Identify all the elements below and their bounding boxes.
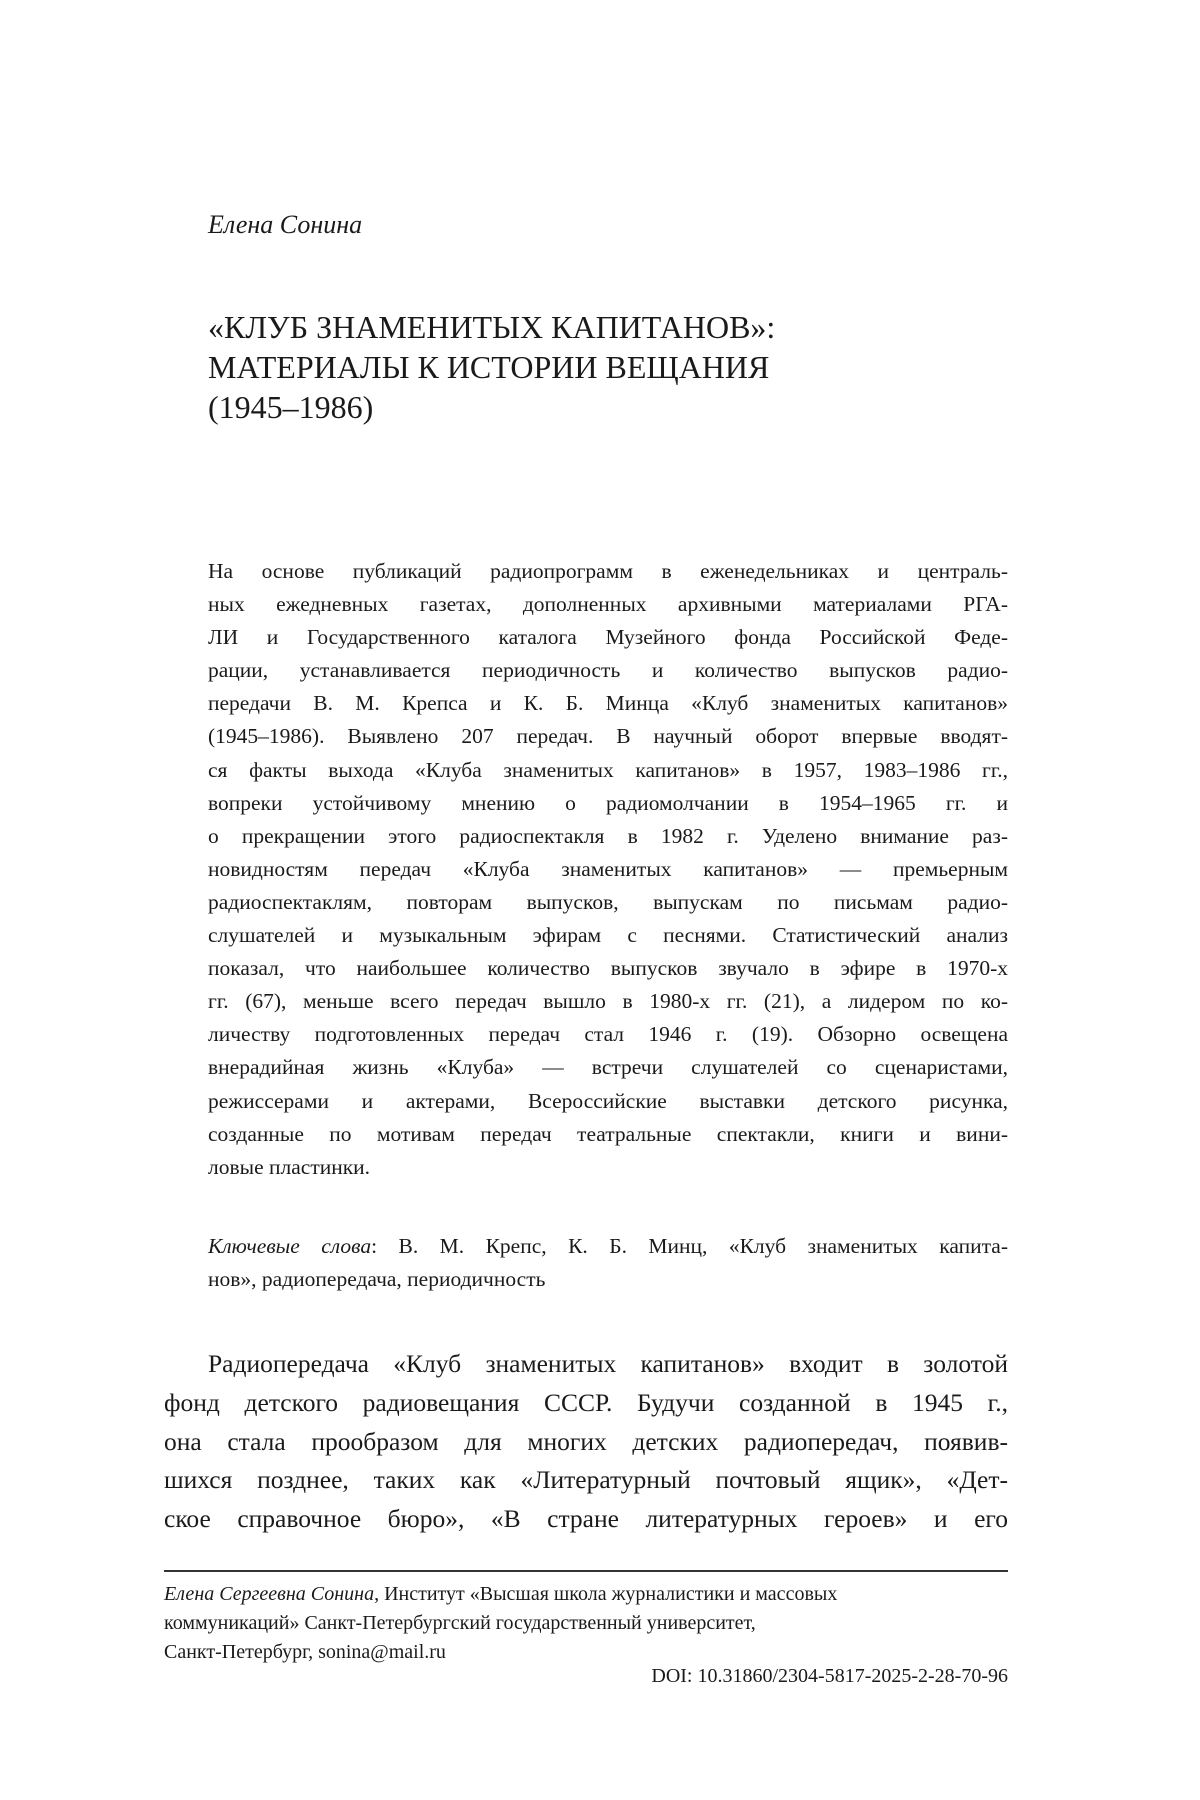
title-line: «КЛУБ ЗНАМЕНИТЫХ КАПИТАНОВ»: <box>208 309 776 345</box>
keywords-line <box>208 1230 1008 1263</box>
abstract-line: показал, что наибольшее количество выпусков звучало в эфире в 1970-х <box>208 956 1008 981</box>
abstract-line: ных ежедневных газетах, дополненных архивными материалами РГА- <box>208 592 1008 617</box>
keywords-line: нов», радиопередача, периодичность <box>208 1267 546 1291</box>
author-name: Елена Сонина <box>208 210 363 239</box>
abstract-line: о прекращении этого радиоспектакля в 1982 г. Уделено внимание раз- <box>208 823 1008 848</box>
abstract-line: передачи В. М. Крепса и К. Б. Минца «Клуб знаменитых капитанов» <box>208 691 1008 716</box>
body-line: шихся позднее, таких как «Литературный почтовый ящик», «Дет- <box>164 1465 1008 1495</box>
abstract-line: режиссерами и актерами, Всероссийские выставки детского рисунка, <box>208 1088 1008 1113</box>
abstract-line: На основе публикаций радиопрограмм в еженедельниках и централь- <box>208 559 1008 583</box>
footnote-line <box>164 1580 1008 1609</box>
abstract-line: созданные по мотивам передач театральные спектакли, книги и вини- <box>208 1121 1008 1146</box>
footnote-line: Санкт-Петербург, sonina@mail.ru <box>164 1641 446 1663</box>
abstract-line: внерадийная жизнь «Клуба» — встречи слушателей со сценаристами, <box>208 1055 1008 1080</box>
keywords-label: Ключевые слова <box>208 1234 372 1258</box>
keywords <box>208 1230 1008 1296</box>
author-footnote <box>164 1580 1008 1667</box>
body-line: Радиопередача «Клуб знаменитых капитанов» входит в золотой <box>208 1349 1008 1378</box>
title-line: (1945–1986) <box>208 389 374 425</box>
doi: DOI: 10.31860/2304-5817-2025-2-28-70-96 <box>651 1665 1008 1687</box>
abstract-line: ловые пластинки. <box>208 1154 371 1179</box>
abstract-line: слушателей и музыкальным эфирам с песнями. Статистический анализ <box>208 923 1008 948</box>
abstract <box>208 555 1008 1184</box>
body-line: ское справочное бюро», «В стране литературных героев» и его <box>164 1504 1008 1534</box>
abstract-line: (1945–1986). Выявлено 207 передач. В научный оборот впервые вводят- <box>208 724 1008 749</box>
body-line: она стала прообразом для многих детских радиопередач, появив- <box>164 1426 1008 1456</box>
abstract-line: личеству подготовленных передач стал 1946 г. (19). Обзорно освещена <box>208 1022 1008 1047</box>
footnote-author-name: Елена Сергеевна Сонина <box>164 1583 375 1605</box>
keywords-text: : В. М. Крепс, К. Б. Минц, «Клуб знаменитых капита- <box>371 1234 1008 1258</box>
body-paragraph <box>164 1345 1008 1539</box>
abstract-line: ЛИ и Государственного каталога Музейного фонда Российской Феде- <box>208 625 1008 650</box>
article-title <box>208 307 1028 427</box>
title-line: МАТЕРИАЛЫ К ИСТОРИИ ВЕЩАНИЯ <box>208 349 770 385</box>
abstract-line: радиоспектаклям, повторам выпусков, выпускам по письмам радио- <box>208 889 1008 914</box>
footnote-line: коммуникаций» Санкт-Петербургский государственный университет, <box>164 1612 756 1634</box>
body-line: фонд детского радиовещания СССР. Будучи созданной в 1945 г., <box>164 1387 1008 1417</box>
footnote-divider <box>164 1570 1008 1572</box>
abstract-line: новидностям передач «Клуба знаменитых капитанов» — премьерным <box>208 856 1008 881</box>
abstract-line: ся факты выхода «Клуба знаменитых капитанов» в 1957, 1983–1986 гг., <box>208 757 1008 782</box>
abstract-line: рации, устанавливается периодичность и количество выпусков радио- <box>208 658 1008 683</box>
footnote-affiliation: , Институт «Высшая школа журналистики и массовых <box>374 1583 838 1605</box>
abstract-line: гг. (67), меньше всего передач вышло в 1980-х гг. (21), а лидером по ко- <box>208 989 1008 1014</box>
abstract-line: вопреки устойчивому мнению о радиомолчании в 1954–1965 гг. и <box>208 790 1008 815</box>
